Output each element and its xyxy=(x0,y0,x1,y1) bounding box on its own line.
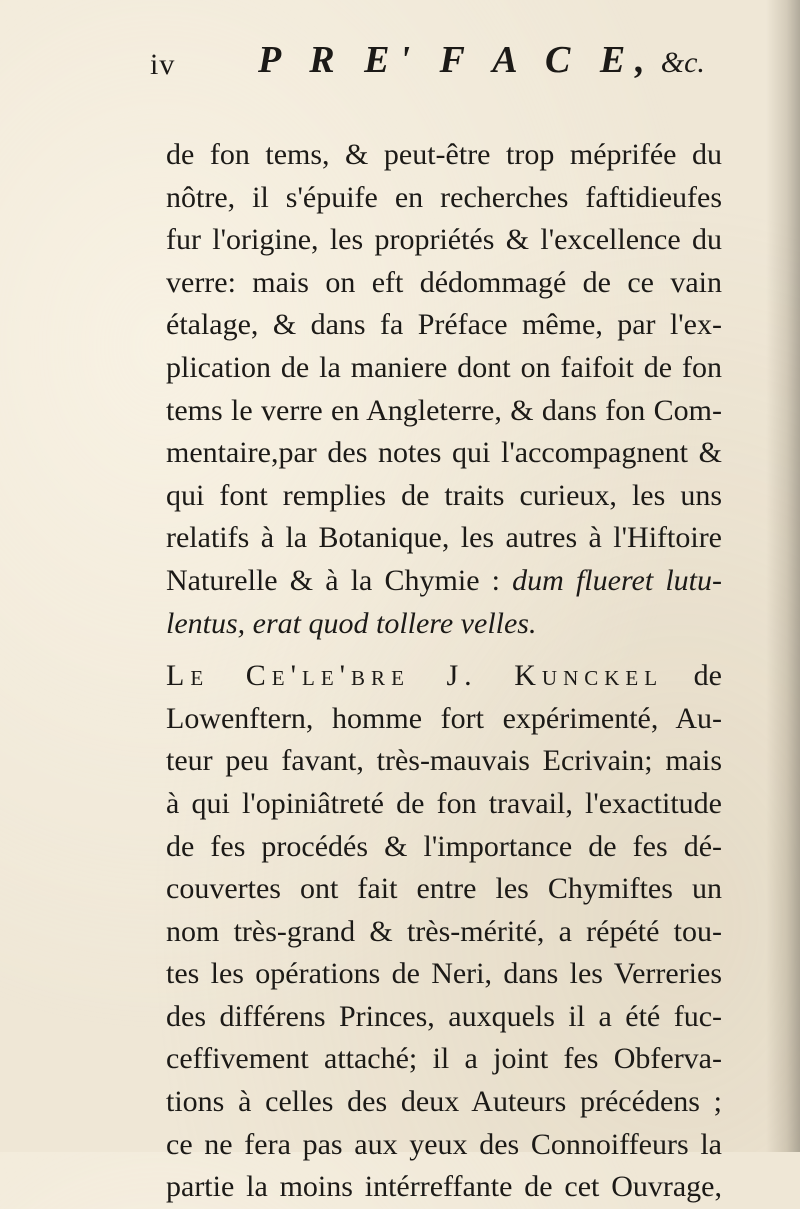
text-line: partie la moins intérreffante de cet Ouvrage, xyxy=(166,1170,722,1204)
page-number: iv xyxy=(150,48,176,81)
latin-quote-start: dum flueret lutu- xyxy=(512,563,722,597)
text-segment: Naturelle & à la Chymie : xyxy=(166,563,500,597)
text-line: tes les opérations de Neri, dans les Verreries xyxy=(166,957,722,991)
text-line: nom très-grand & très-mérité, a répété tou- xyxy=(166,914,722,948)
text-line: verre: mais on eft dédommagé de ce vain xyxy=(166,265,722,299)
paragraph-heading-line xyxy=(166,655,722,698)
text-line: étalage, & dans fa Préface même, par l'ex- xyxy=(166,308,722,342)
author-name-heading: Le Ce'le'bre J. Kunckel xyxy=(166,659,664,693)
text-line: fur l'origine, les propriétés & l'excellence du xyxy=(166,223,722,257)
text-line: relatifs à la Botanique, les autres à l'Hiftoire xyxy=(166,521,722,555)
text-line: plication de la maniere dont on faifoit de fon xyxy=(166,350,722,384)
text-line: tems le verre en Angleterre, & dans fon Com- xyxy=(166,393,722,427)
text-line: de fes procédés & l'importance de fes dé- xyxy=(166,829,722,863)
text-line: qui font remplies de traits curieux, les uns xyxy=(166,478,722,512)
binding-shadow xyxy=(766,0,800,1152)
latin-quote-end: lentus, erat quod tollere velles. xyxy=(166,606,537,640)
text-line: ceffivement attaché; il a joint fes Obferva- xyxy=(166,1042,722,1076)
running-title-etc: &c. xyxy=(660,46,705,79)
text-line: couvertes ont fait entre les Chymiftes un xyxy=(166,872,722,906)
text-line: Lowenftern, homme fort expérimenté, Au- xyxy=(166,701,722,735)
running-title xyxy=(258,38,705,82)
text-segment: de xyxy=(693,659,722,693)
page-header xyxy=(150,38,750,94)
body-text xyxy=(166,134,722,1209)
text-line: mentaire,par des notes qui l'accompagnent & xyxy=(166,436,722,470)
running-title-text: P R E' F A C E, xyxy=(258,39,655,81)
text-line: à qui l'opiniâtreté de fon travail, l'exactitude xyxy=(166,786,722,820)
text-line: tions à celles des deux Auteurs précédens ; xyxy=(166,1085,722,1119)
text-line: des différens Princes, auxquels il a été fuc- xyxy=(166,999,722,1033)
text-line: ce ne fera pas aux yeux des Connoiffeurs la xyxy=(166,1127,722,1161)
text-line: teur peu favant, très-mauvais Ecrivain; mais xyxy=(166,744,722,778)
text-line: nôtre, il s'épuife en recherches faftidieufes xyxy=(166,180,722,214)
text-line-mixed xyxy=(166,560,722,603)
text-line: de fon tems, & peut-être trop méprifée du xyxy=(166,138,722,171)
